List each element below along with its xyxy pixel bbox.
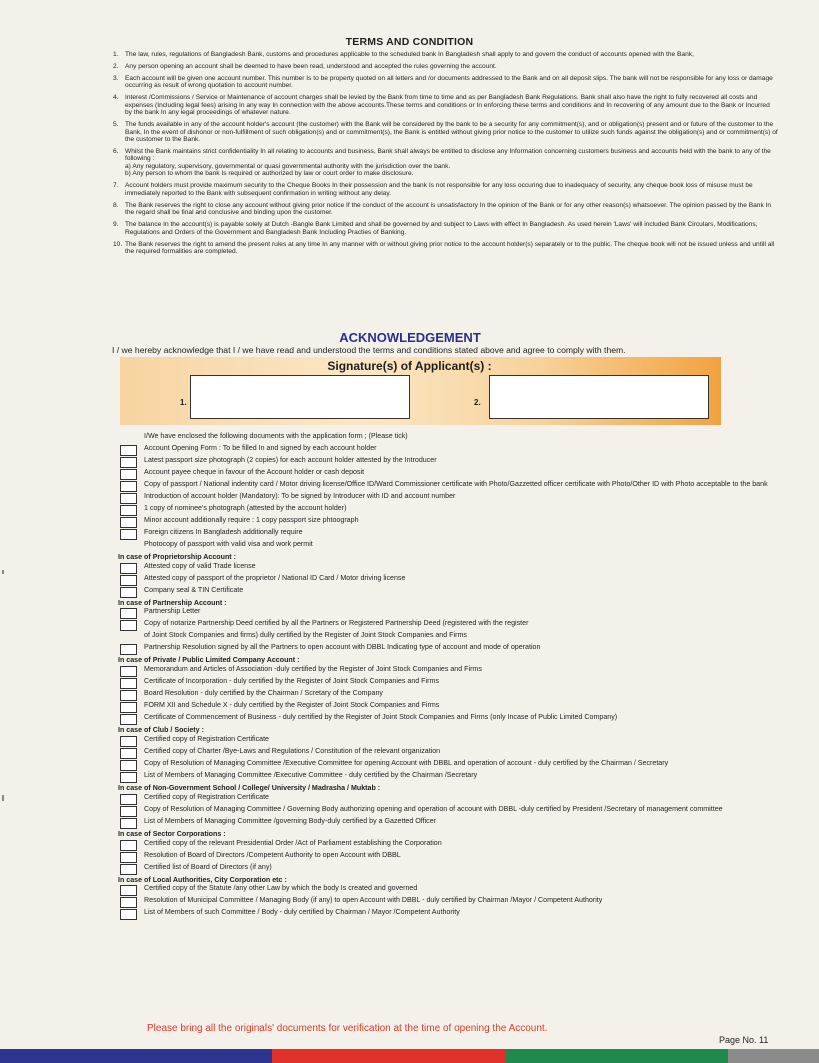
checkbox[interactable] <box>120 666 137 677</box>
checklist-text: Attested copy of passport of the proprietor / National ID Card / Motor driving license <box>144 573 406 582</box>
terms-list <box>113 51 778 260</box>
term-number: 7. <box>113 182 119 190</box>
page-number: Page No. 11 <box>719 1035 769 1045</box>
checklist-text: Account Opening Form : To be filled In and signed by each account holder <box>144 443 377 452</box>
scan-mark <box>2 795 4 801</box>
checkbox[interactable] <box>120 794 137 805</box>
checkbox[interactable] <box>120 760 137 771</box>
checklist-item <box>118 468 778 480</box>
checklist-text: Certificate of Commencement of Business - duly certified by the Register of Joint Stock Companies and Firms (only Incase of Public Limited Company) <box>144 713 618 722</box>
originals-note: Please bring all the originals' documents for verification at the time of opening the Account. <box>147 1023 548 1034</box>
color-bar-segment <box>272 1049 506 1063</box>
checklist-text: 1 copy of nominee's photograph (attested by the account holder) <box>144 503 347 512</box>
checklist-text: FORM XII and Schedule X - duly certified by the Register of Joint Stock Companies and Firms <box>144 701 440 710</box>
checkbox[interactable] <box>120 748 137 759</box>
checklist-text: Memorandum and Articles of Association -duly certified by the Register of Joint Stock Companies and Firms <box>144 665 482 674</box>
checklist-text: Copy of passport / National indentity card / Motor driving license/Office ID/Ward Commissioner certificate with Photo/Gazzetted officer certificate with Photo/Other ID with Photo acceptable to the bank <box>144 479 768 488</box>
checklist-text: Partnership Letter <box>144 607 201 616</box>
color-bar-segment <box>506 1049 728 1063</box>
checkbox[interactable] <box>120 702 137 713</box>
checkbox[interactable] <box>120 714 137 725</box>
term-number: 9. <box>113 221 119 229</box>
checklist-text: Certified list of Board of Directors (if any) <box>144 862 272 871</box>
checkbox[interactable] <box>120 575 137 586</box>
checklist-item <box>118 884 778 896</box>
term-text: The law, rules, regulations of Bangladesh Bank, customs and procedures applicable to the scheduled bank In Bangladesh shall apply to and govern the conduct of accounts opened with the Bank, <box>125 51 694 58</box>
section-heading: In case of Sector Corporations : <box>118 829 226 838</box>
checkbox[interactable] <box>120 493 137 504</box>
checklist-text: Introduction of account holder (Mandatory): To be signed by Introducer with ID and account number <box>144 491 456 500</box>
checkbox[interactable] <box>120 897 137 908</box>
term-text: The Bank reserves the right to amend the present rules at any time In any manner with or without giving prior notice to the account holder(s) separately or to the public. The cheque book will not be issued unless and untill all the required formalities are completed. <box>125 240 775 256</box>
term-item <box>113 182 778 197</box>
term-item <box>113 121 778 144</box>
term-item <box>113 75 778 90</box>
section-heading: In case of Proprietorship Account : <box>118 552 236 561</box>
checklist-item <box>118 574 778 586</box>
checklist-item <box>118 793 778 805</box>
checklist-text: List of Members of such Committee / Body - duly certified by Chairman / Mayor /Competent Authority <box>144 908 460 917</box>
term-subitem: a) Any regulatory, supervisory, governmental or quasi governmental authority with the jurisdiction over the bank. <box>125 162 451 170</box>
term-number: 8. <box>113 201 119 209</box>
checklist-item <box>118 747 778 759</box>
signature-box-1[interactable] <box>190 375 410 419</box>
checklist-text: Certified copy of Registration Certificate <box>144 792 269 801</box>
term-item <box>113 94 778 117</box>
checklist-note <box>118 631 778 643</box>
checklist-text: Copy of Resolution of Managing Committee / Governing Body authorizing opening and operation of account with DBBL -duly certified by President /Secretary of management committee <box>144 804 723 813</box>
checklist-item <box>118 619 778 631</box>
color-bar-segment <box>728 1049 819 1063</box>
checklist-item <box>118 771 778 783</box>
term-item <box>113 63 778 71</box>
checkbox[interactable] <box>120 529 137 540</box>
checklist-text: Certificate of Incorporation - duly certified by the Register of Joint Stock Companies and Firms <box>144 677 439 686</box>
checkbox[interactable] <box>120 690 137 701</box>
checklist-text: Partnership Resolution signed by all the Partners to open account with DBBL Indicating type of account and mode of operation <box>144 643 541 652</box>
checklist-item <box>118 528 778 540</box>
checklist-item <box>118 677 778 689</box>
checklist-item <box>118 759 778 771</box>
checklist-item <box>118 607 778 619</box>
checklist-item <box>118 908 778 920</box>
checklist-item <box>118 444 778 456</box>
acknowledgement-text: I / we hereby acknowledge that I / we have read and understood the terms and conditions stated above and agree to comply with them. <box>112 345 626 355</box>
checklist-text: Board Resolution - duly certified by the Chairman / Scretary of the Company <box>144 689 383 698</box>
checklist-text: Foreign citizens In Bangladesh additionally require <box>144 527 303 536</box>
checkbox[interactable] <box>120 445 137 456</box>
checkbox[interactable] <box>120 909 137 920</box>
checklist-text: Copy of Resolution of Managing Committee /Executive Committee for opening Account with DBBL and operation of account - duly certified by the Chairman / Secretary <box>144 758 669 767</box>
term-item <box>113 221 778 236</box>
checklist-text: Latest passport size photograph (2 copies) for each account holder attested by the Introducer <box>144 455 437 464</box>
checkbox[interactable] <box>120 620 137 631</box>
checklist-item <box>118 863 778 875</box>
term-number: 6. <box>113 147 119 155</box>
documents-intro: I/We have enclosed the following documents with the application form ; (Please tick) <box>144 432 408 440</box>
checklist-text: List of Members of Managing Committee /governing Body-duly certified by a Gazetted Officer <box>144 816 437 825</box>
color-bar-segment <box>0 1049 272 1063</box>
checklist-text: Copy of notarize Partnership Deed certified by all the Partners or Registered Partnership Deed (registered with the register <box>144 619 529 628</box>
checklist-text: Resolution of Board of Directors /Competent Authority to open Account with DBBL <box>144 850 401 859</box>
checklist-text: Certified copy of the Statute /any other Law by which the body Is created and governed <box>144 884 418 893</box>
checkbox[interactable] <box>120 563 137 574</box>
checkbox[interactable] <box>120 885 137 896</box>
checkbox[interactable] <box>120 469 137 480</box>
checklist-text: of Joint Stock Companies and firms) dully certified by the Register of Joint Stock Companies and Firms <box>144 631 467 640</box>
checklist-item <box>118 492 778 504</box>
checklist-item <box>118 689 778 701</box>
checkbox[interactable] <box>120 736 137 747</box>
acknowledgement-title: ACKNOWLEDGEMENT <box>339 330 481 345</box>
checkbox[interactable] <box>120 481 137 492</box>
signature-1-label: 1. <box>180 398 187 407</box>
checkbox[interactable] <box>120 818 137 829</box>
checkbox[interactable] <box>120 587 137 598</box>
checkbox[interactable] <box>120 864 137 875</box>
signature-box-2[interactable] <box>489 375 709 419</box>
checklist-text: Certified copy of the relevant Presidential Order /Act of Parliament establishing the Corporation <box>144 838 442 847</box>
checklist-item <box>118 896 778 908</box>
checklist-text: Minor account additionally require : 1 copy passport size phtoograph <box>144 515 359 524</box>
term-number: 1. <box>113 51 119 58</box>
term-text: Any person opening an account shall be deemed to have been read, understood and accepted the rules governing the account. <box>125 62 497 70</box>
section-heading: In case of Private / Public Limited Company Account : <box>118 656 300 665</box>
section-heading: In case of Local Authorities, City Corporation etc : <box>118 875 287 884</box>
term-number: 4. <box>113 94 119 102</box>
checklist-text: Account payee cheque in favour of the Account holder or cash deposit <box>144 467 365 476</box>
checklist-text: Company seal & TIN Certificate <box>144 585 244 594</box>
checklist-note <box>118 540 778 552</box>
checkbox[interactable] <box>120 806 137 817</box>
checklist-item <box>118 480 778 492</box>
checklist-item <box>118 516 778 528</box>
checklist-item <box>118 735 778 747</box>
term-number: 3. <box>113 74 119 82</box>
term-item <box>113 202 778 217</box>
term-number: 10. <box>113 240 123 248</box>
checkbox[interactable] <box>120 772 137 783</box>
checklist-item <box>118 713 778 725</box>
checkbox[interactable] <box>120 840 137 851</box>
checkbox[interactable] <box>120 644 137 655</box>
checklist-text: Resolution of Municipal Committee / Managing Body (if any) to open Account with DBBL - duly certified by Chairman /Mayor / Competent Authority <box>144 896 603 905</box>
section-heading: In case of Club / Society : <box>118 726 204 735</box>
term-item <box>113 148 778 178</box>
term-text: Each account will be given one account number. This number Is to be property quoted on all letters and /or documents addressed to the Bank and on all deposit slips. The bank will not be responsible for any loss or damage occurring as result of wrong quotation to account number. <box>125 74 773 90</box>
term-text: Account holders must provide maximum security to the Cheque Books In their possession and the bank Is not responsible for any loss occuring due to inadequacy of security, any cheque book loss of misuse must be immediately reported to the Bank with subsequent confirmation in writing without any delay. <box>125 182 753 197</box>
checklist-item <box>118 504 778 516</box>
footer-color-bar <box>0 1049 819 1063</box>
section-heading: In case of Partnership Account : <box>118 598 227 607</box>
signature-2-label: 2. <box>474 398 481 407</box>
signature-title: Signature(s) of Applicant(s) : <box>327 359 492 373</box>
term-number: 2. <box>113 62 119 70</box>
term-item <box>113 51 778 59</box>
checkbox[interactable] <box>120 608 137 619</box>
term-text: The Bank reserves the right to close any account without giving prior notice If the conduct of the account is unsatisfactory In the opinion of the Bank or for any other reason(s) whatsoever. The opinion passed by the Bank In the regard shall be final and conclusive and binding upon the customer. <box>125 201 772 217</box>
checklist-item <box>118 665 778 677</box>
scan-mark <box>2 570 4 574</box>
term-item <box>113 241 778 256</box>
term-number: 5. <box>113 121 119 129</box>
checklist-text: Photocopy of passport with valid visa and work permit <box>144 539 313 548</box>
checklist-item <box>118 839 778 851</box>
terms-title: TERMS AND CONDITION <box>345 36 474 48</box>
checkbox[interactable] <box>120 517 137 528</box>
term-text: The balance In the account(s) is payable solely at Dutch -Bangle Bank Limited and shall be governed by and subject to Laws with effect In Bangladesh. As used herein 'Laws' will included Bank Circulars, Modifications, Regulations and Orders of the Government and Bangladesh Bank Including Practies of Banking. <box>125 221 758 236</box>
term-subitem: b) Any person to whom the bank Is required or authorized by law or court order to make disclosure. <box>125 170 414 178</box>
checklist-item <box>118 643 778 655</box>
section-heading: In case of Non-Government School / College/ University / Madrasha / Muktab : <box>118 783 381 792</box>
term-text: Whilst the Bank maintains strict confidentiality In all relating to accounts and business, Bank shall always be entitled to disclose any Information concerning customers business and accounts held with the bank to any of the following : <box>125 147 771 163</box>
checklist-item <box>118 805 778 817</box>
checkbox[interactable] <box>120 852 137 863</box>
checklist-item <box>118 456 778 468</box>
checkbox[interactable] <box>120 505 137 516</box>
checklist-item <box>118 851 778 863</box>
checklist-text: List of Members of Managing Committee /Executive Committee - duly certified by the Chairman /Secretary <box>144 770 478 779</box>
checklist-text: Attested copy of valid Trade license <box>144 561 256 570</box>
checklist-text: Certified copy of Charter /Bye-Laws and Regulations / Constitution of the relevant organization <box>144 746 441 755</box>
documents-checklist <box>118 432 778 920</box>
checkbox[interactable] <box>120 678 137 689</box>
term-text: Interest /Commissions / Service or Maintenance of account charges shall be levied by the Bank from time to time and as per Bangladesh Bank Regulations. Bank shall also have the right to fully recovered all costs and expenses (Including legal fees) arising In any way In connection with the above accounts.These terms and conditions or In enforcing these terms and conditions and In recovering of any amount due to the Bank or Incurred by the bank In any legal proceedings of whatever nature. <box>125 94 770 117</box>
checklist-item <box>118 562 778 574</box>
checklist-item <box>118 586 778 598</box>
term-text: The funds available in any of the account holder's account (the customer) with the Bank will be considered by the bank to be a security for any commitment(s), and or obligation(s) present and or future of the customer to the Bank, In the event of dishonor or non-fulfillment of such obligation(s) and or commitment(s), the Bank is entitled without giving prior notice to the customer to utilize such funds against the obligation(s) and or commitment(s) of the customer to the Bank. <box>125 121 778 144</box>
checklist-item <box>118 701 778 713</box>
checkbox[interactable] <box>120 457 137 468</box>
checklist-item <box>118 817 778 829</box>
checklist-text: Certified copy of Registration Certificate <box>144 734 269 743</box>
